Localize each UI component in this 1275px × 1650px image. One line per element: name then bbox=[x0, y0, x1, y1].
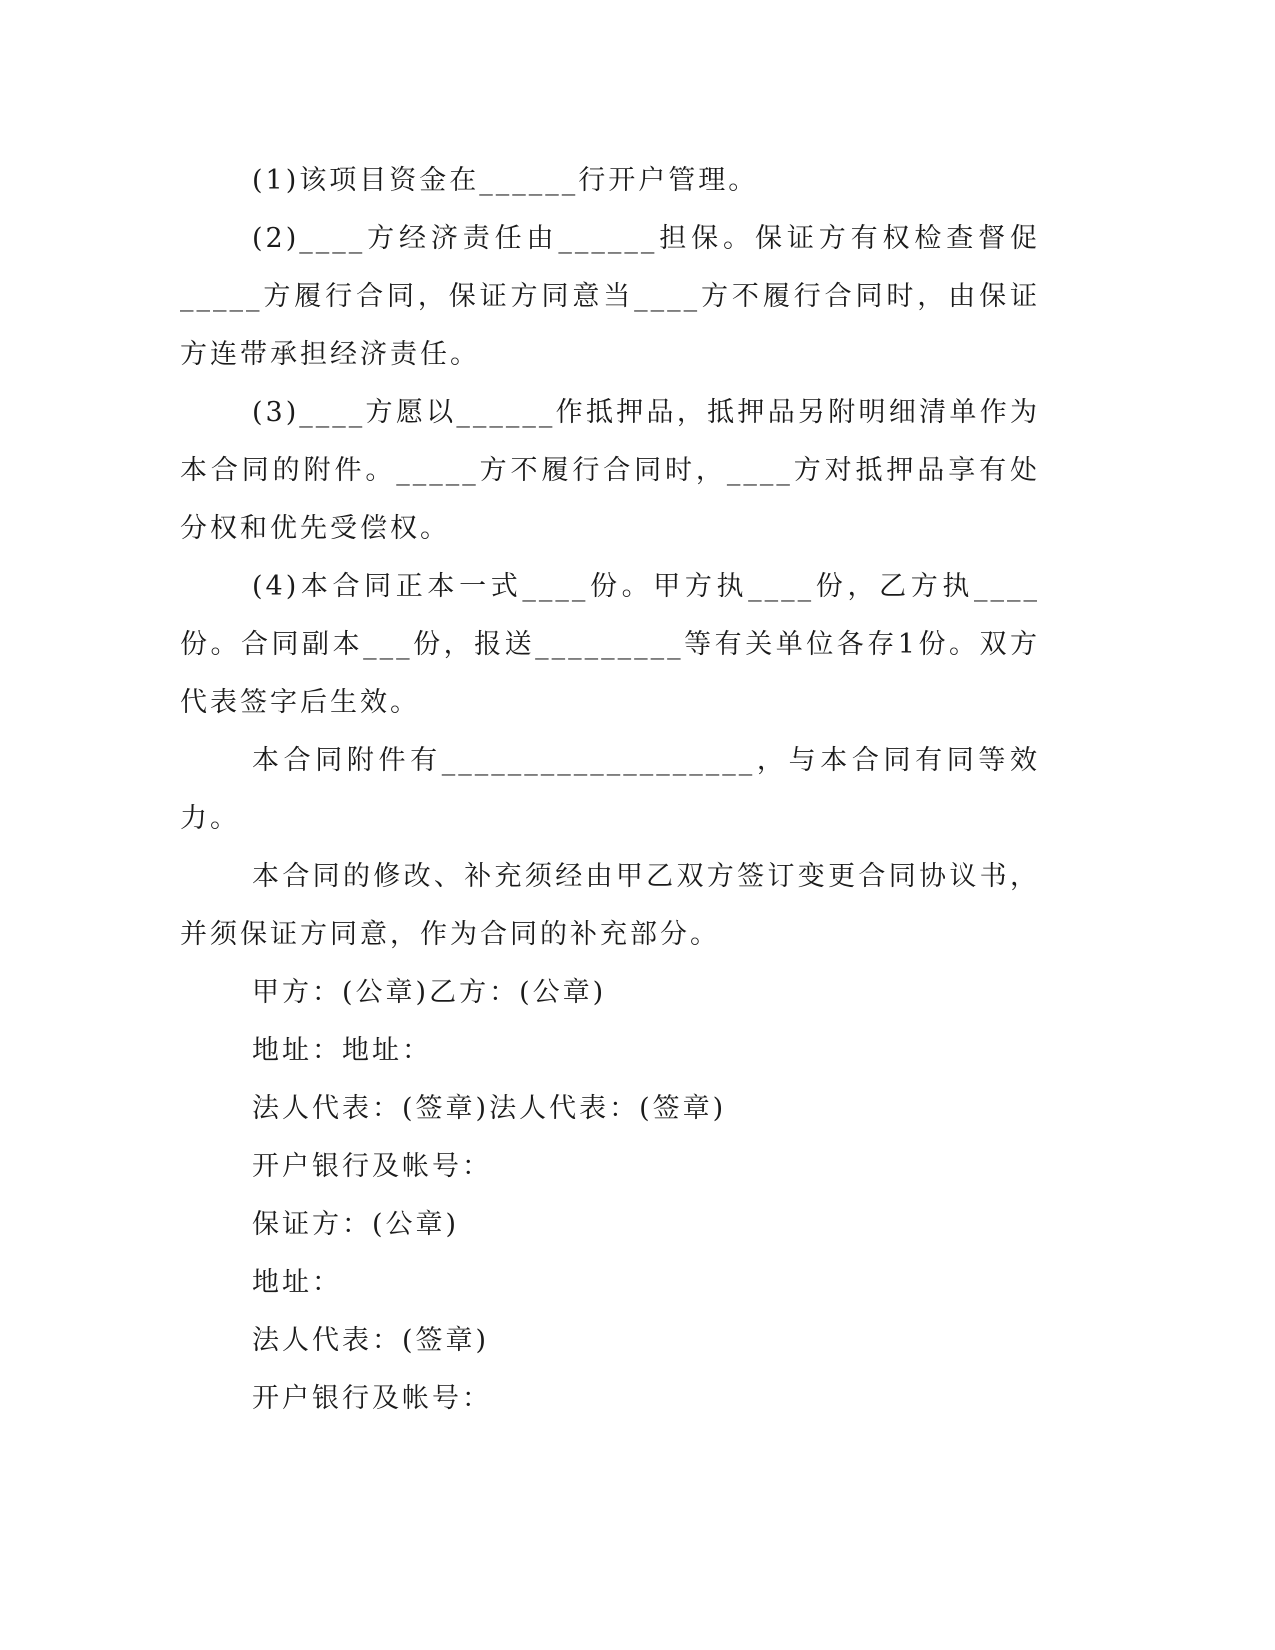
document-body bbox=[180, 152, 1040, 1428]
signature-party-seals: 甲方：(公章)乙方：(公章) bbox=[252, 977, 607, 1008]
paragraph-attachments: 本合同附件有___________________，与本合同有同等效力。 bbox=[180, 745, 1040, 834]
signature-guarantor-representative: 法人代表：(签章) bbox=[252, 1325, 490, 1356]
paragraph-collateral: (3)____方愿以______作抵押品，抵押品另附明细清单作为本合同的附件。_____方不履行合同时，____方对抵押品享有处分权和优先受偿权。 bbox=[180, 397, 1040, 544]
signature-guarantor-seal: 保证方：(公章) bbox=[252, 1209, 460, 1240]
signature-guarantor-address: 地址： bbox=[252, 1267, 342, 1298]
signature-party-representatives: 法人代表：(签章)法人代表：(签章) bbox=[252, 1093, 727, 1124]
paragraph-bank-account: (1)该项目资金在______行开户管理。 bbox=[252, 165, 759, 196]
paragraph-amendments: 本合同的修改、补充须经由甲乙双方签订变更合同协议书，并须保证方同意，作为合同的补充部分。 bbox=[180, 861, 1040, 950]
paragraph-copies: (4)本合同正本一式____份。甲方执____份，乙方执____份。合同副本___份，报送_________等有关单位各存1份。双方代表签字后生效。 bbox=[180, 571, 1040, 718]
signature-guarantor-bank-account: 开户银行及帐号： bbox=[252, 1383, 492, 1414]
signature-party-addresses: 地址：地址： bbox=[252, 1035, 432, 1066]
paragraph-guarantee: (2)____方经济责任由______担保。保证方有权检查督促_____方履行合同，保证方同意当____方不履行合同时，由保证方连带承担经济责任。 bbox=[180, 223, 1040, 370]
signature-party-bank-account: 开户银行及帐号： bbox=[252, 1151, 492, 1182]
